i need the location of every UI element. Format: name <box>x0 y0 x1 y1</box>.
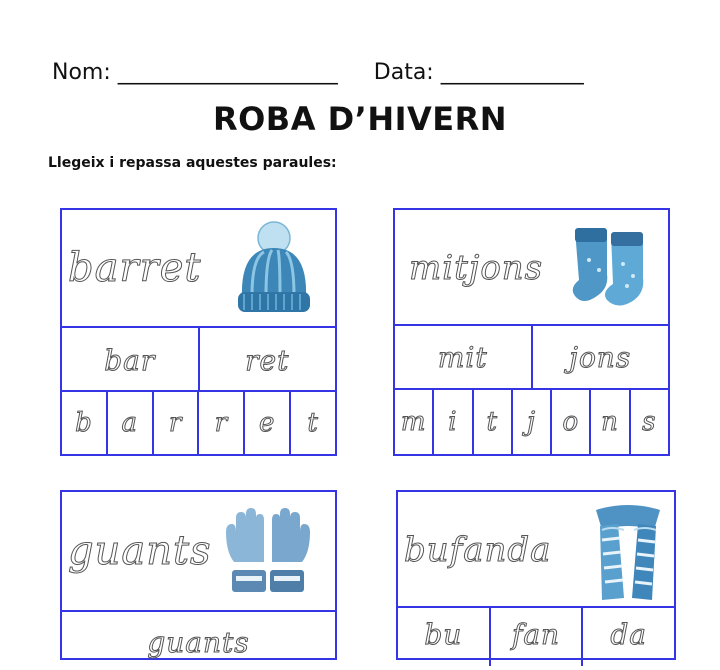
letter: j <box>526 407 537 437</box>
letter: r <box>214 408 229 438</box>
traced-word: mitjons <box>409 248 544 288</box>
syllable: ret <box>245 343 290 377</box>
card-bufanda <box>396 490 676 660</box>
syllable: da <box>610 618 647 651</box>
letter: b <box>75 408 93 438</box>
page-title: ROBA D’HIVERN <box>212 100 508 138</box>
syllable: bar <box>104 343 156 377</box>
word-row <box>62 210 335 326</box>
gloves-icon <box>218 502 318 602</box>
letter: r <box>168 408 183 438</box>
syllable: mit <box>437 340 488 374</box>
name-field-label: Nom: ____________________ <box>52 60 338 85</box>
traced-word: barret <box>68 245 202 291</box>
word-row <box>395 210 668 326</box>
letter: i <box>448 407 458 437</box>
letter: t <box>486 407 498 437</box>
syllable-row <box>395 324 668 388</box>
traced-word: guants <box>68 528 212 574</box>
letter: a <box>121 408 138 438</box>
word-row <box>62 492 335 610</box>
letter: o <box>562 407 580 437</box>
card-mitjons <box>393 208 670 456</box>
socks-icon <box>565 220 665 320</box>
header-fields <box>52 60 682 85</box>
syllable: bu <box>424 618 463 651</box>
letter: m <box>400 407 427 437</box>
letter: s <box>642 407 657 437</box>
letter-row <box>395 388 668 454</box>
letter: t <box>307 408 319 438</box>
syllable: jons <box>569 340 632 374</box>
syllable-row <box>62 610 335 670</box>
letter: e <box>259 408 276 438</box>
date-field-label: Data: _____________ <box>373 60 584 85</box>
card-guants <box>60 490 337 660</box>
syllable: fan <box>511 618 561 651</box>
winter-hat-icon <box>230 218 318 318</box>
letter: n <box>601 407 619 437</box>
card-barret <box>60 208 337 456</box>
syllable-row <box>398 606 674 666</box>
traced-word: bufanda <box>404 530 552 570</box>
scarf-icon <box>582 500 674 604</box>
syllable: guants <box>147 626 250 659</box>
instruction-text: Llegeix i repassa aquestes paraules: <box>48 155 337 171</box>
word-row <box>398 492 674 608</box>
letter-row <box>62 390 335 454</box>
syllable-row <box>62 326 335 392</box>
